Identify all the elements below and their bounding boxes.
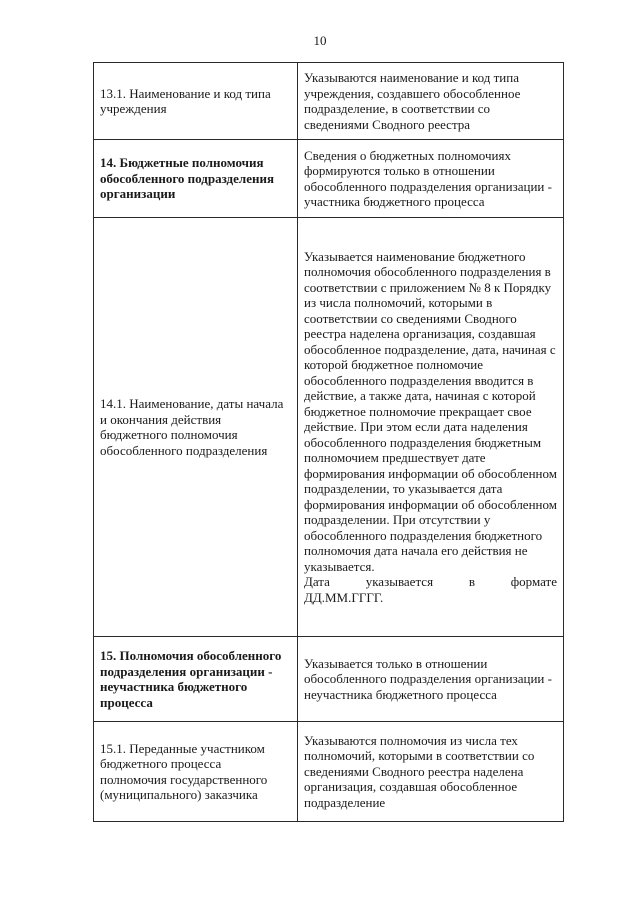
row-label: 13.1. Наименование и код типа учреждения xyxy=(94,63,298,140)
format-value: ДД.ММ.ГГГГ. xyxy=(304,589,384,605)
section-heading: 14. Бюджетные полномочия обособленного подразделения организации xyxy=(94,140,298,218)
table-row xyxy=(94,637,564,722)
format-word: в xyxy=(468,574,475,590)
table-row xyxy=(94,218,564,637)
page-number: 10 xyxy=(313,33,327,48)
row-description: Указываются наименование и код типа учреждения, создавшего обособленное подразделение, в соответствии со сведениями Сводного реестра xyxy=(298,63,564,140)
table-row xyxy=(94,140,564,218)
format-word: указывается xyxy=(365,574,434,590)
requirements-table xyxy=(93,62,564,822)
row-label: 14.1. Наименование, даты начала и окончания действия бюджетного полномочия обособленного подразделения xyxy=(94,218,298,637)
table-row xyxy=(94,63,564,140)
row-description: Сведения о бюджетных полномочиях формируются только в отношении обособленного подразделения организации - участника бюджетного процесса xyxy=(298,140,564,218)
section-heading: 15. Полномочия обособленного подразделения организации - неучастника бюджетного процесса xyxy=(94,637,298,722)
row-description: Указывается только в отношении обособленного подразделения организации - неучастника бюджетного процесса xyxy=(298,637,564,722)
row-description: Указывается наименование бюджетного полномочия обособленного подразделения в соответствии с приложением № 8 к Порядку из числа полномочий, которыми в соответствии со сведениями Сводного реестра наделена организация, создавшая обособленное подразделение, дата, начиная с которой бюджетное полномочие обособленного подразделения вводится в действие, а также дата, начиная с которой бюджетное полномочие прекращает свое действие. При этом если дата наделения обособленного подразделения бюджетным полномочием предшествует дате формирования информации об обособленном подразделении, то указывается дата формирования информации об обособленном подразделении. При отсутствии у обособленного подразделения бюджетного полномочия дата начала его действия не указывается. xyxy=(304,248,557,574)
format-line xyxy=(304,574,557,590)
format-word: Дата xyxy=(304,574,330,590)
format-word: формате xyxy=(510,574,557,590)
row-description-cell xyxy=(298,218,564,637)
table-row xyxy=(94,722,564,822)
row-label: 15.1. Переданные участником бюджетного процесса полномочия государственного (муниципального) заказчика xyxy=(94,722,298,822)
row-description: Указываются полномочия из числа тех полномочий, которыми в соответствии со сведениями Сводного реестра наделена организация, создавшая обособленное подразделение xyxy=(298,722,564,822)
